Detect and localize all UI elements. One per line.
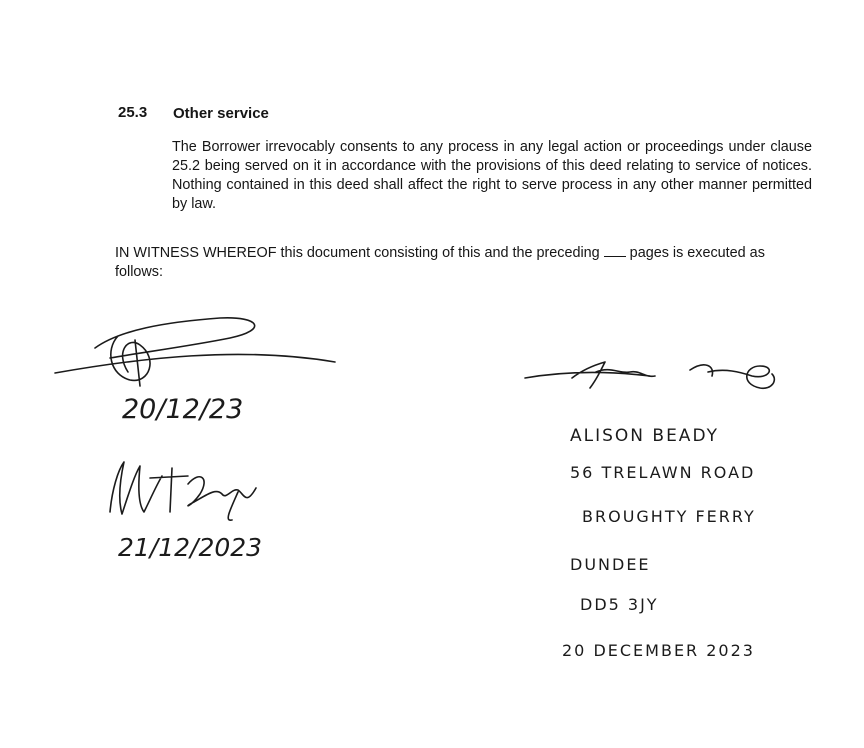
clause-body: The Borrower irrevocably consents to any process in any legal action or proceedings under clause 25.2 being served on it in accordance with the provisions of this deed relating to service of notices. Nothing contained in this deed shall affect the right to serve process in any other manner permitted by law. (172, 139, 812, 212)
witness-postcode: DD5 3JY (580, 595, 659, 614)
clause-number: 25.3 (118, 104, 148, 121)
witness-address-2: BROUGHTY FERRY (582, 507, 756, 526)
signature-1 (55, 318, 335, 386)
witness-text-start: IN WITNESS WHEREOF this document consisting of this and the preceding (115, 245, 604, 261)
witness-text-end: pages is executed as follows: (115, 245, 765, 280)
witness-address-3: DUNDEE (570, 555, 651, 574)
left-date-1: 20/12/23 (122, 394, 244, 425)
witness-date: 20 DECEMBER 2023 (562, 641, 755, 660)
witness-address-1: 56 TRELAWN ROAD (570, 463, 756, 482)
signature-2 (110, 462, 256, 520)
signature-3 (525, 362, 774, 388)
left-date-2: 21/12/2023 (118, 533, 263, 562)
witness-name: ALISON BEADY (570, 426, 719, 446)
clause-title: Other service (173, 105, 269, 122)
